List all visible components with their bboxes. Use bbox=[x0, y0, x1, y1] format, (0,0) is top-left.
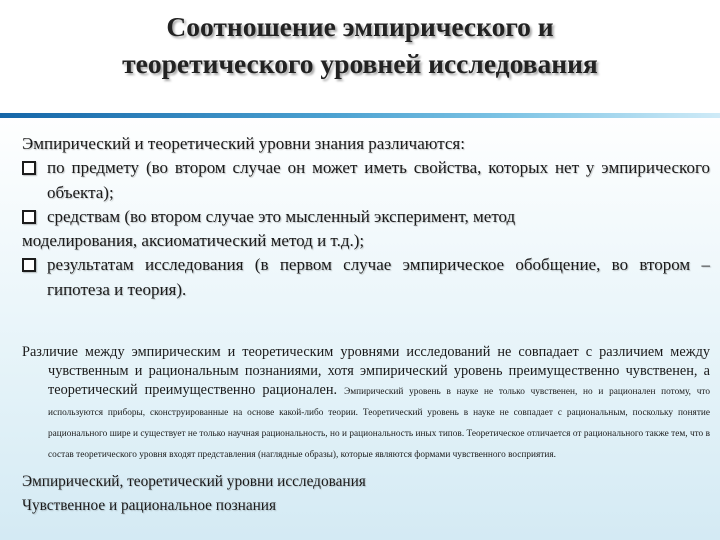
differences-section bbox=[22, 132, 710, 302]
topic-line-1: Эмпирический, теоретический уровни исследования bbox=[22, 473, 366, 490]
bullet-means bbox=[22, 205, 710, 229]
bullet-results-text: результатам исследования (в первом случае эмпирическое обобщение, во втором – гипотеза и теория). bbox=[47, 255, 710, 299]
topics-section bbox=[22, 470, 710, 518]
distinction-main-text: Различие между эмпирическим и теоретическим уровнями исследований не совпадает с различием между чувственным и рациональным познаниями, хотя эмпирический уровень преимущественно чувственен, а теоретический преимущественно рационален. bbox=[22, 344, 710, 398]
distinction-section bbox=[22, 343, 710, 465]
slide-title-line-2: теоретического уровней исследования bbox=[122, 48, 598, 79]
bullet-means-continuation: моделирования, аксиоматический метод и т.д.); bbox=[22, 231, 365, 251]
distinction-detail-text: Эмпирический уровень в науке не только чувственен, но и рационален потому, что используются приборы, сконструированные на основе какой-либо теории. Теоретический уровень в науке не совпадает с рациональным, поскольку понятие рационального шире и существует не только научная рациональность, но и рациональность иных типов. Теоретическое отличается от рационального также тем, что в состав теоретического уровня входят представления (наглядные образы), которые являются формами чувственного восприятия. bbox=[48, 387, 710, 460]
distinction-paragraph bbox=[22, 343, 710, 465]
checkbox-bullet-icon bbox=[22, 161, 36, 175]
differences-intro: Эмпирический и теоретический уровни знания различаются: bbox=[22, 134, 465, 153]
bullet-subject bbox=[22, 156, 710, 205]
slide-title bbox=[40, 8, 680, 82]
topic-line-2: Чувственное и рациональное познания bbox=[22, 497, 277, 514]
bullet-results bbox=[22, 253, 710, 302]
title-divider bbox=[0, 113, 720, 118]
bullet-subject-text: по предмету (во втором случае он может иметь свойства, которых нет у эмпирического объекта); bbox=[47, 158, 710, 202]
checkbox-bullet-icon bbox=[22, 258, 36, 272]
checkbox-bullet-icon bbox=[22, 210, 36, 224]
bullet-means-text: средствам (во втором случае это мысленный эксперимент, метод bbox=[47, 206, 516, 226]
slide-title-line-1: Соотношение эмпирического и bbox=[166, 11, 554, 42]
